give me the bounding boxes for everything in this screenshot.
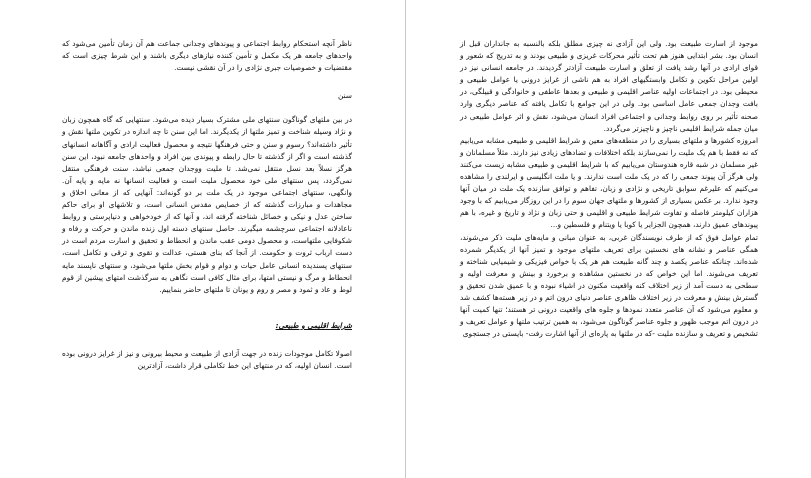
right-page	[406, 0, 811, 478]
section-heading: شرایط اقلیمی و طبیعی:	[275, 320, 352, 330]
intro-paragraph: ناظر آنچه استحکام روابط اجتماعی و پیوندهای وجدانی جماعت هم آن زمان تأمین می‌شود که واحدهای جامعه هر یک مکمل و تأمین کننده نیازهای دیگری باشند و این شرط چیزی است که مقتضیات و خصوصیات جبری نژادی را در آن نقشی نیست.	[62, 39, 352, 73]
left-page-text-column	[62, 38, 352, 372]
paragraph-3: تمام عوامل فوق که از طرف نویسندگان غربی، به عنوان مبانی و مایه‌های ملیت ذکر می‌شوند، همگی عناصر و نشانه های نخستین برای تعریف ملتهای موجود و تمیز آنها از یکدیگر شمرده شده‌اند. چنانکه عناصر یکصد و چند گانه طبیعت هم هر یک با خواص فیزیکی و شیمیایی شناخته و تعریف می‌شوند. اما این خواص که در نخستین مشاهده و برخورد و بینش و معرفت اولیه و سطحی به دست آمد از زیر اختلاف کنه واقعیت مکنون در اشیاء نبوده و با عمیق شدن تحقیق و گسترش بینش و معرفت در زیر اختلاف ظاهری عناصر دنیای درون اتم و در زیر هسته‌ها کشف شد و معلوم می‌شود که آن عناصر متعدد نمودها و جلوه های واقعیت درونی تر هستند؛ تنها کمیت آنها در درون اتم موجب ظهور و جلوه عناصر گوناگون می‌شود، به همین ترتیب ملتها و عوامل تعریف و تشخیص و تعریف و سازنده ملیت -که در ملتها به پاره‌ای از آنها اشارت رفت- بایستی در جستجوی	[460, 232, 758, 339]
body-paragraph: در بین ملتهای گوناگون سنتهای ملی مشترک بسیار دیده می‌شود. سنتهایی که گاه همچون زبان و نژاد وسیله شناخت و تمیز ملتها از یکدیگرند. اما این سنن تا چه اندازه در تکوین ملتها نقش و تأثیر داشته‌اند؟ رسوم و سنن و حتی فرهنگها نتیجه و محصول فعالیت ارادی و آگاهانه انسانهای گذشته است و اگر از گذشته تا حال رابطه و پیوندی بین افراد و واحدهای جامعه نبود، این سنن هرگز نسلاً بعد نسل منتقل نمی‌شد. تا ملیت ووجدان جمعی نباشد، سنت فرهنگی منتقل نمی‌گردد، پس سنتهای ملی خود محصول ملیت است و فعالیت انسانها نه مایه و پایه آن. وانگهی، سنتهای اجتماعی موجود در یک ملت بر دو گونه‌اند: آنهایی که از معانی اخلاق و مجاهدات و مبارزات گذشته که از خصایص مقدس انسانی است، و تلاشهای او برای حاکم ساختن عدل و نیکی و خصائل شناخته گرفته اند، و آنها که از خودخواهی و دنیاپرستی و روابط ناعادلانه اجتماعی سرچشمه میگیرند. حاصل سنتهای دسته اول زنده ماندن و حرکت و رفاه و شکوفایی ملتهاست، و محصول دومی عقب ماندن و انحطاط و تحقیق و اسارت مردم است در دست ارباب ثروت و حکومت. از آنجا که بنای هستی، عدالت و تقوی و ترقی و تکامل است، سنتهای پسندیده انسانی عامل حیات و دوام و قوام بخش ملتها می‌شود، و سنتهای ناپسند مایه انحطاط و مرگ و نیستی امتها، برای مثال کافی است نگاهی به سرگذشت امتهای پیشین از قوم لوط و عاد و ثمود و مصر و روم و یونان تا ملتهای حاضر بنماییم.	[62, 115, 352, 294]
section-subheading: سنن	[337, 91, 352, 101]
final-paragraph: اصولا تکامل موجودات زنده در جهت آزادی از طبیعت و محیط بیرونی و نیز از غرایز درونی بوده است. انسان اولیه، که در منتهای این خط تکاملی قرار داشت، آزادترین	[62, 348, 352, 370]
paragraph-1: موجود از اسارت طبیعت بود. ولی این آزادی نه چیزی مطلق بلکه بالنسبه به جانداران قبل از انسان بود. بشر ابتدایی هنوز هم تحت تأثیر محرکات غریزی و طبیعی بودند و به تدریج که شعور و قوای ارادی در آنها رشد یافت از تعلق و اسارت طبیعت آزادتر گردیدند. در جامعه انسانی نیز در اولین مراحل تکوین و تکامل وابستگیهای افراد به هم ناشی از غرایز درونی یا عوامل طبیعی و محیطی بود. در اجتماعات اولیه عناصر اقلیمی و طبیعی و بعدها عاطفی و خانوادگی و قبیلگی، در بافت وجدان جمعی عامل اساسی بود. ولی در این جوامع با تکامل یافته که عناصر دیگری وارد صحنه تأثیر بر روی روابط وجدانی و اجتماعی افراد انسان می‌شود، نقش و اثر عوامل طبیعی در میان جمله شرایط اقلیمی ناچیز و ناچیزتر می‌گردد.	[460, 39, 758, 133]
left-page	[0, 0, 405, 478]
right-page-text-column	[460, 38, 758, 340]
paragraph-2: امروزه کشورها و ملتهای بسیاری را در منطقه‌های معین و شرایط اقلیمی و طبیعی مشابه می‌یابیم که نه فقط با هم یک ملیت را نمی‌سازند بلکه اختلافات و تضادهای زیادی نیز دارند. مثلاً مسلمانان و غیر مسلمان در شبه قاره هندوستان می‌یابیم که با شرایط اقلیمی و طبیعی مشابه زیست می‌کنند ولی هرگز آن پیوند جمعی را که در یک ملت است ندارند. و یا ملت انگلیسی و ایرلندی را مشاهده می‌کنیم که علیرغم سوابق تاریخی و نژادی و زبان، تفاهم و توافق سازنده یک ملت در میان آنها وجود ندارد. بر عکس بسیاری از کشورها و ملتهای جهان سوم را در این روزگار می‌یابیم که با وجود هزاران کیلومتر فاصله و تفاوت شرایط طبیعی و اقلیمی و حتی زبان و نژاد و تاریخ و غیره، با هم پیوندهای عمیق دارند، همچون الجزایر یا کوبا یا ویتنام و فلسطین و...	[460, 135, 758, 230]
